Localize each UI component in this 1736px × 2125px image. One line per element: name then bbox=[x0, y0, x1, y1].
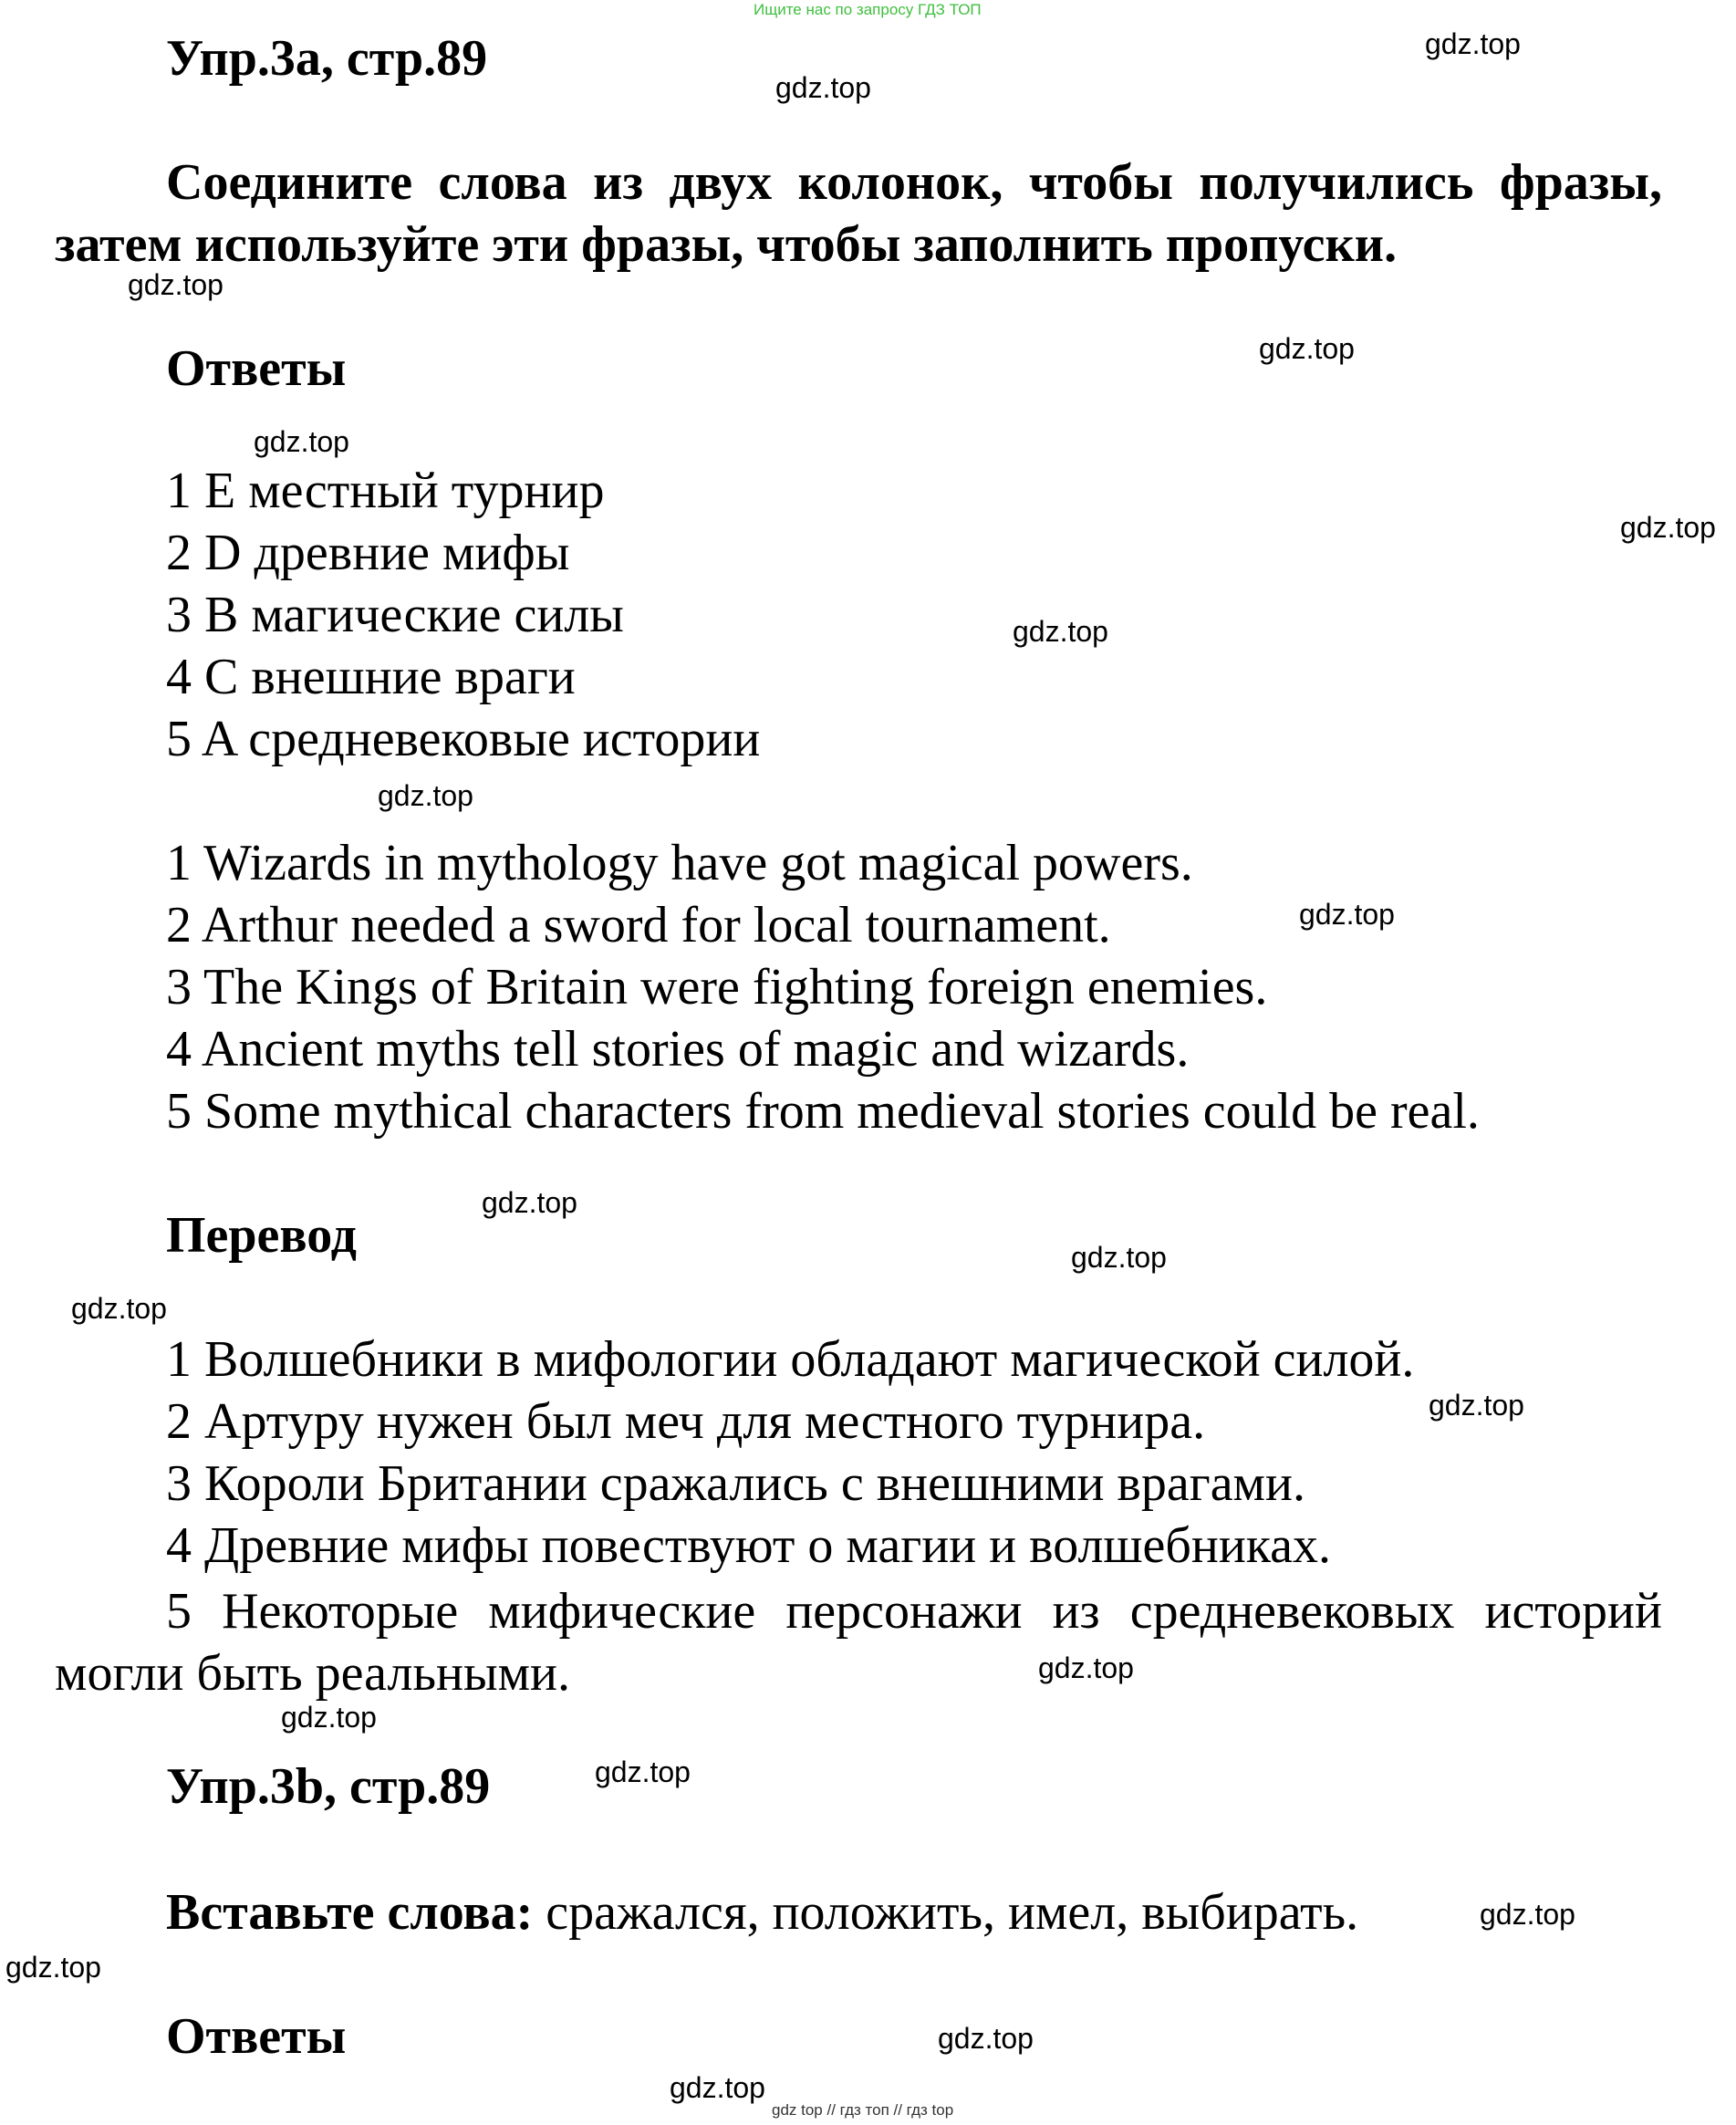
watermark: gdz.top bbox=[5, 1951, 101, 1984]
watermark: gdz.top bbox=[1620, 511, 1716, 544]
search-hint: Ищите нас по запросу ГДЗ ТОП bbox=[754, 1, 982, 18]
watermark: gdz.top bbox=[775, 71, 871, 104]
translation-line: 2 Артуру нужен был меч для местного турнира. bbox=[166, 1393, 1206, 1450]
sentence-line: 3 The Kings of Britain were fighting foreign enemies. bbox=[166, 959, 1268, 1016]
watermark: gdz.top bbox=[482, 1186, 577, 1219]
watermark: gdz.top bbox=[281, 1701, 377, 1734]
sentence-line: 4 Ancient myths tell stories of magic and wizards. bbox=[166, 1021, 1190, 1078]
task-label: Вставьте слова: bbox=[166, 1884, 534, 1941]
watermark: gdz.top bbox=[1299, 898, 1395, 931]
sentence-line: 5 Some mythical characters from medieval stories could be real. bbox=[166, 1083, 1480, 1140]
match-line: 3 B магические силы bbox=[166, 587, 624, 643]
match-line: 4 C внешние враги bbox=[166, 649, 576, 705]
watermark: gdz.top bbox=[670, 2071, 765, 2104]
exercise-3b-title: Упр.3b, стр.89 bbox=[166, 1758, 491, 1815]
sentence-line: 1 Wizards in mythology have got magical powers. bbox=[166, 835, 1193, 891]
watermark: gdz.top bbox=[1425, 27, 1521, 60]
watermark: gdz.top bbox=[71, 1292, 167, 1325]
watermark: gdz.top bbox=[1429, 1389, 1524, 1422]
watermark: gdz.top bbox=[595, 1755, 691, 1788]
exercise-3a-title: Упр.3а, стр.89 bbox=[166, 30, 488, 87]
answers-heading-b: Ответы bbox=[166, 2008, 347, 2065]
watermark: gdz.top bbox=[1013, 615, 1108, 648]
watermark: gdz.top bbox=[1259, 332, 1355, 365]
sentence-line: 2 Arthur needed a sword for local tournament. bbox=[166, 897, 1111, 953]
watermark: gdz.top bbox=[1038, 1651, 1134, 1684]
match-line: 1 E местный турнир bbox=[166, 463, 605, 519]
translation-line: 3 Короли Британии сражались с внешними врагами. bbox=[166, 1455, 1305, 1512]
match-line: 2 D древние мифы bbox=[166, 525, 570, 581]
exercise-3a-task: Соедините слова из двух колонок, чтобы получились фразы, затем используйте эти фразы, чтобы заполнить пропуски. bbox=[55, 154, 1662, 273]
translation-line: 5 Некоторые мифические персонажи из средневековых историй могли быть реальными. bbox=[55, 1583, 1662, 1702]
translation-line: 4 Древние мифы повествуют о магии и волшебниках. bbox=[166, 1517, 1332, 1574]
watermark: gdz.top bbox=[1480, 1898, 1575, 1931]
watermark: gdz.top bbox=[1071, 1241, 1167, 1274]
watermark: gdz.top bbox=[938, 2022, 1034, 2055]
translation-line: 1 Волшебники в мифологии обладают магической силой. bbox=[166, 1331, 1415, 1388]
match-line: 5 A средневековые истории bbox=[166, 711, 761, 767]
footer-note: gdz top // гдз топ // гдз top bbox=[772, 2101, 954, 2119]
translation-heading: Перевод bbox=[166, 1207, 357, 1264]
watermark: gdz.top bbox=[254, 425, 349, 458]
answers-heading-a: Ответы bbox=[166, 340, 347, 397]
watermark: gdz.top bbox=[128, 268, 223, 301]
watermark: gdz.top bbox=[378, 779, 473, 812]
exercise-3b-task bbox=[166, 1884, 1359, 1941]
task-words: сражался, положить, имел, выбирать. bbox=[533, 1884, 1359, 1941]
